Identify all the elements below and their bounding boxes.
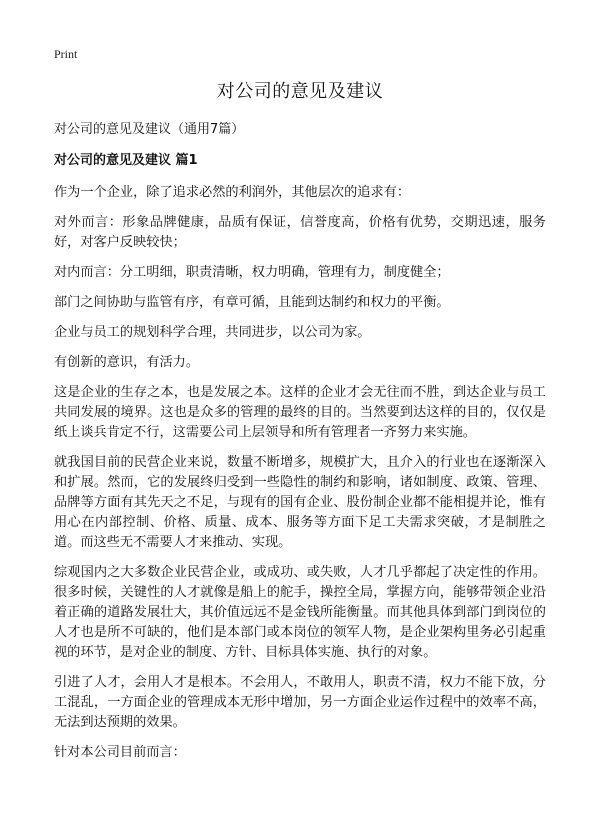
paragraph: 针对本公司目前而言：	[54, 745, 186, 760]
paragraph: 部门之间协助与监管有序，有章可循，且能到达制约和权力的平衡。	[54, 295, 450, 310]
paragraph: 引进了人才，会用人才是根本。不会用人，不敢用人，职责不清，权力不能下放，分工混乱，一方面企业的管理成本无形中增加，另一方面企业运作过程中的效率不高，无法到达预期的效果。	[54, 675, 546, 730]
document-body	[54, 121, 546, 773]
section-heading: 对公司的意见及建议 篇1	[54, 153, 198, 168]
paragraph: 对外而言：形象品牌健康，品质有保证，信誉度高，价格有优势，交期迅速，服务好，对客户反映较快；	[54, 215, 546, 250]
document-subtitle: 对公司的意见及建议（通用7篇）	[54, 122, 245, 137]
paragraph: 作为一个企业，除了追求必然的利润外，其他层次的追求有：	[54, 185, 411, 200]
page-title: 对公司的意见及建议	[216, 81, 384, 102]
print-link[interactable]: Print	[54, 47, 78, 61]
paragraph: 有创新的意识，有活力。	[54, 355, 200, 370]
paragraph: 就我国目前的民营企业来说，数量不断增多，规模扩大，且介入的行业也在逐渐深入和扩展。然而，它的发展终归受到一些隐性的制约和影响，诸如制度、政策、管理、品牌等方面有其先天之不足，与现有的国有企业、股份制企业都不能相提并论，惟有用心在内部控制、价格、质量、成本、服务等方面下足工夫需求突破，才是制胜之道。而这些无不需要人才来推动、实现。	[54, 455, 546, 550]
paragraph: 企业与员工的规划科学合理，共同进步，以公司为家。	[54, 325, 371, 340]
paragraph: 这是企业的生存之本，也是发展之本。这样的企业才会无往而不胜，到达企业与员工共同发展的境界。这也是众多的管理的最终的目的。当然要到达这样的目的，仅仅是纸上谈兵肯定不行，这需要公司上层领导和所有管理者一齐努力来实施。	[54, 385, 546, 440]
paragraph: 综观国内之大多数企业民营企业，或成功、或失败，人才几乎都起了决定性的作用。很多时候，关键性的人才就像是船上的舵手，操控全局，掌握方向，能够带领企业沿着正确的道路发展壮大，其价值远远不是金钱所能衡量。而其他具体到部门到岗位的人才也是所不可缺的，他们是本部门或本岗位的领军人物，是企业架构里务必引起重视的环节，是对企业的制度、方针、目标具体实施、执行的对象。	[54, 565, 546, 660]
paragraph: 对内而言：分工明细，职责清晰，权力明确，管理有力，制度健全；	[54, 265, 450, 280]
